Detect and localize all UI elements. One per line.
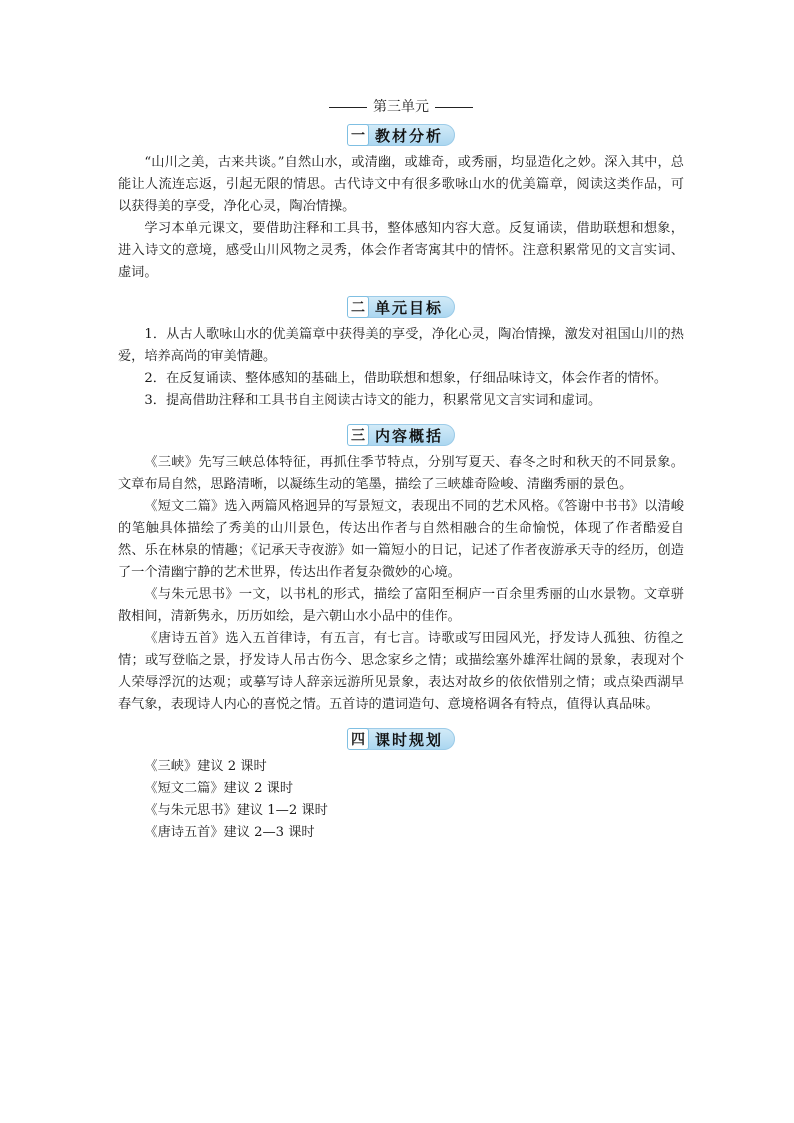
section-label: 单元目标 xyxy=(374,298,443,317)
unit-title-text: 第三单元 xyxy=(373,99,429,115)
section-pill xyxy=(347,424,455,446)
schedule-list xyxy=(118,756,684,844)
goals-list xyxy=(118,324,684,412)
section-number: 一 xyxy=(347,124,369,146)
section-pill xyxy=(347,296,455,318)
unit-title xyxy=(118,96,684,118)
section-label: 课时规划 xyxy=(374,730,443,749)
list-item: 《与朱元思书》建议 1—2 课时 xyxy=(144,803,328,818)
paragraph: 《与朱元思书》一文，以书札的形式，描绘了富阳至桐庐一百余里秀丽的山水景物。文章骈散相间，清新隽永，历历如绘，是六朝山水小品中的佳作。 xyxy=(118,587,684,624)
list-item: 《短文二篇》建议 2 课时 xyxy=(144,781,294,796)
section-pill xyxy=(347,124,455,146)
list-item: 《唐诗五首》建议 2—3 课时 xyxy=(144,825,315,840)
paragraph: 《三峡》先写三峡总体特征，再抓住季节特点，分别写夏天、春冬之时和秋天的不同景象。文章布局自然，思路清晰，以凝练生动的笔墨，描绘了三峡雄奇险峻、清幽秀丽的景色。 xyxy=(118,455,684,492)
section-number: 二 xyxy=(347,296,369,318)
paragraph: 《唐诗五首》选入五首律诗，有五言，有七言。诗歌或写田园风光，抒发诗人孤独、彷徨之情；或写登临之景，抒发诗人吊古伤今、思念家乡之情；或描绘塞外雄浑壮阔的景象，表现对个人荣辱浮沉的达观；或摹写诗人辞亲远游所见景象，表达对故乡的依依惜别之情；或点染西湖早春气象，表现诗人内心的喜悦之情。五首诗的遣词造句、意境格调各有特点，值得认真品味。 xyxy=(118,631,684,712)
section-header-schedule xyxy=(118,728,684,750)
paragraph: 学习本单元课文，要借助注释和工具书，整体感知内容大意。反复诵读，借助联想和想象，进入诗文的意境，感受山川风物之灵秀，体会作者寄寓其中的情怀。注意积累常见的文言实词、虚词。 xyxy=(118,221,684,280)
section-header-goals xyxy=(118,296,684,318)
section-label: 内容概括 xyxy=(374,426,443,445)
paragraph: “山川之美，古来共谈。”自然山水，或清幽，或雄奇，或秀丽，均显造化之妙。深入其中，总能让人流连忘返，引起无限的情思。古代诗文中有很多歌咏山水的优美篇章，阅读这类作品，可以获得美的享受，净化心灵，陶冶情操。 xyxy=(118,155,684,214)
title-rule-left xyxy=(329,107,367,108)
title-rule-right xyxy=(435,107,473,108)
paragraph: 《短文二篇》选入两篇风格迥异的写景短文，表现出不同的艺术风格。《答谢中书书》以清峻的笔触具体描绘了秀美的山川景色，传达出作者与自然相融合的生命愉悦，体现了作者酷爱自然、乐在林泉的情趣；《记承天寺夜游》如一篇短小的日记，记述了作者夜游承天寺的经历，创造了一个清幽宁静的艺术世界，传达出作者复杂微妙的心境。 xyxy=(118,499,684,580)
list-item: 1．从古人歌咏山水的优美篇章中获得美的享受，净化心灵，陶冶情操，激发对祖国山川的热爱，培养高尚的审美情趣。 xyxy=(118,327,684,364)
section-pill xyxy=(347,728,455,750)
document-page xyxy=(118,96,684,844)
list-item: 《三峡》建议 2 课时 xyxy=(144,759,267,774)
list-item: 2．在反复诵读、整体感知的基础上，借助联想和想象，仔细品味诗文，体会作者的情怀。 xyxy=(144,371,668,386)
section-number: 四 xyxy=(347,728,369,750)
list-item: 3．提高借助注释和工具书自主阅读古诗文的能力，积累常见文言实词和虚词。 xyxy=(144,393,602,408)
section-header-analysis xyxy=(118,124,684,146)
section-header-summary xyxy=(118,424,684,446)
section-number: 三 xyxy=(347,424,369,446)
section-label: 教材分析 xyxy=(374,126,443,145)
